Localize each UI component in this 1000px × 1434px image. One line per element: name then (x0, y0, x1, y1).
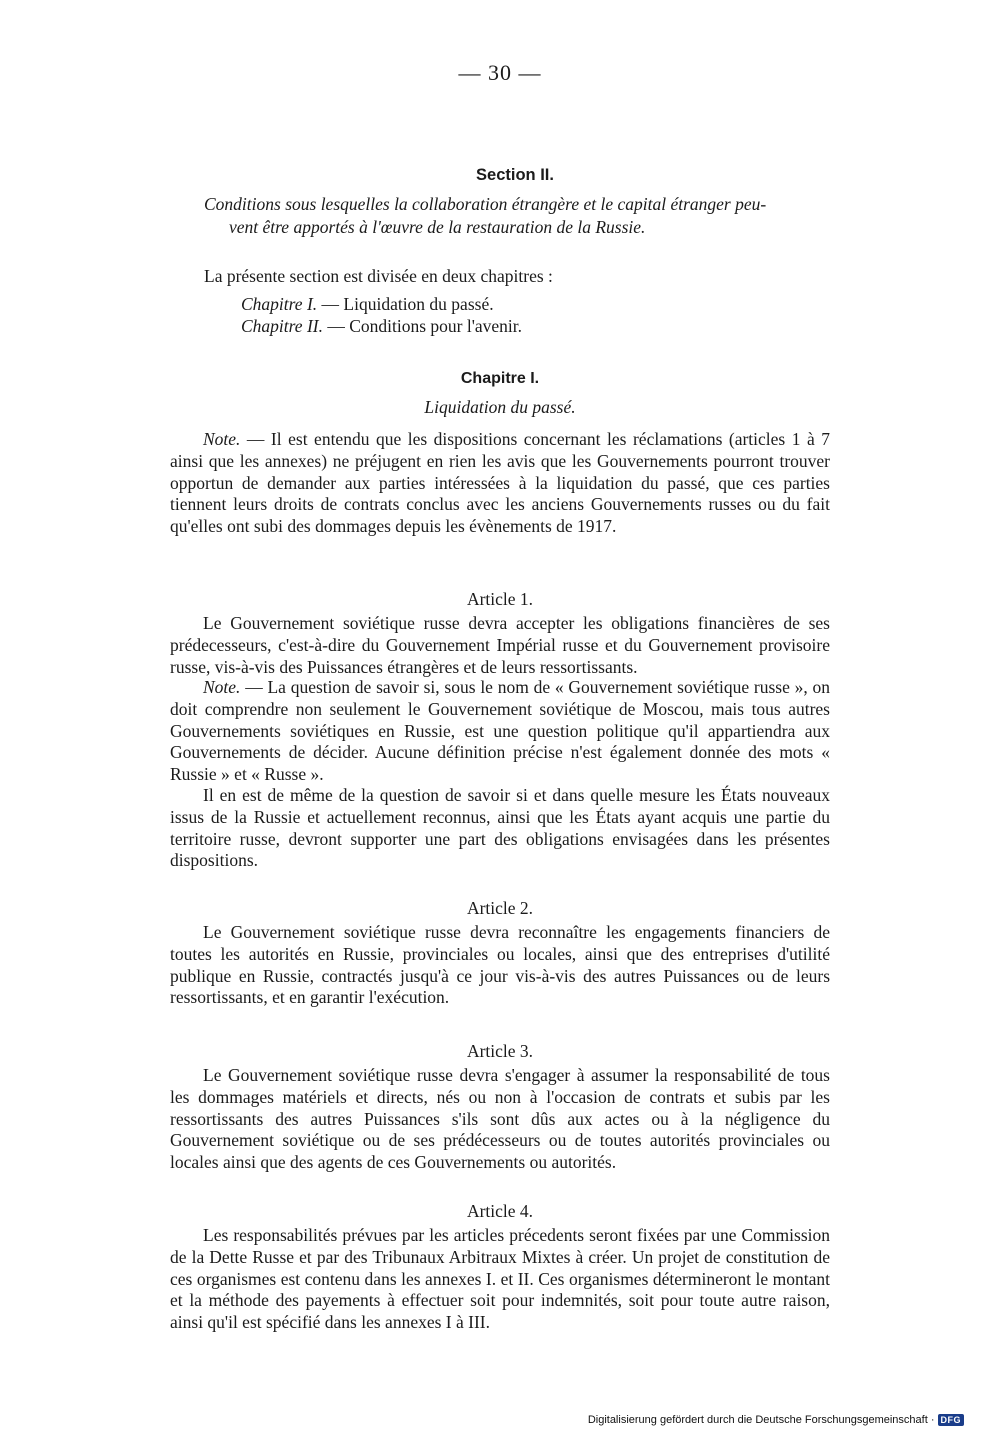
note-text: — La question de savoir si, sous le nom de « Gouvernement soviétique russe », on doit comprendre non seulement le Gouvernement soviétique de Moscou, mais tous autres Gouvernements soviétiques en Russie, est une question politique qu'il appartiendra aux Gouvernements de décider. Aucune définition précise n'est également donnée des mots « Russie » et « Russe ». (170, 677, 830, 785)
section-intro (204, 193, 830, 239)
note-label: Note. (203, 429, 241, 449)
chapter-list-item (241, 316, 841, 338)
chapter-list-label: Chapitre I. (241, 294, 318, 314)
article-1-text: Il en est de même de la question de savoir si et dans quelle mesure les États nouveaux issus de la Russie et actuellement reconnus, ainsi que les États ayant acquis une partie du territoire russe, devront supporter une part des obligations envisagées dans les présentes dispositions. (170, 785, 830, 871)
note-label: Note. (203, 677, 241, 697)
article-1-note (170, 677, 830, 786)
footer (588, 1414, 964, 1426)
article-4-paragraph (170, 1225, 830, 1334)
chapter-list-text: — Liquidation du passé. (317, 294, 494, 314)
article-1-paragraph (170, 785, 830, 872)
article-2-text: Le Gouvernement soviétique russe devra reconnaître les engagements financiers de toutes les autorités en Russie, provinciales ou locales, ainsi que des entreprises d'utilité publique en Russie, contractés jusqu'à ce jour vis-à-vis des autres Puissances ou de leurs ressortissants, et en garantir l'exécution. (170, 922, 830, 1008)
chapter-list-label: Chapitre II. (241, 316, 323, 336)
chapter-list-item (241, 294, 841, 316)
dfg-logo: DFG (938, 1414, 965, 1426)
section-intro-line: Conditions sous lesquelles la collaboration étrangère et le capital étranger peu- (204, 194, 767, 214)
chapter-subtitle: Liquidation du passé. (424, 397, 576, 417)
article-3-heading: Article 3. (466, 1041, 534, 1061)
article-4-text: Les responsabilités prévues par les articles précedents seront fixées par une Commission de la Dette Russe et par des Tribunaux Arbitraux Mixtes à créer. Un projet de constitution de ces organismes est contenu dans les annexes I. et II. Ces organismes détermineront le montant et la méthode des payements à effectuer soit pour indemnités, soit pour toute autre raison, ainsi qu'il est spécifié dans les annexes I à III. (170, 1225, 830, 1333)
article-1-heading: Article 1. (466, 589, 534, 609)
note-text: — Il est entendu que les dispositions concernant les réclamations (articles 1 à 7 ainsi que les annexes) ne préjugent en rien les avis que les Gouvernements pourront trouver opportun de demander aux parties intéressées à la liquidation du passé, que ces parties tiennent leurs droits de contrats conclus avec les anciens Gouvernements russes ou du fait qu'elles ont subi des dommages depuis les évènements de 1917. (170, 429, 830, 537)
article-3-text: Le Gouvernement soviétique russe devra s'engager à assumer la responsabilité de tous les dommages matériels et directs, nés ou non à l'occasion de contrats et subis par les ressortissants des autres Puissances s'ils sont dûs aux actes ou à la négligence du Gouvernement soviétique ou de ses prédécesseurs ou de toutes autorités provinciales ou locales ainsi que des agents de ces Gouvernements ou autorités. (170, 1065, 830, 1173)
article-3-paragraph (170, 1065, 830, 1174)
chapter-list-text: — Conditions pour l'avenir. (322, 316, 523, 336)
footer-text: Digitalisierung gefördert durch die Deutsche Forschungsgemeinschaft · (587, 1414, 935, 1426)
section-title: Section II. (476, 166, 554, 184)
article-1-paragraph (170, 613, 830, 678)
section-intro-line: vent être apportés à l'œuvre de la restauration de la Russie. (229, 217, 646, 237)
article-4-heading: Article 4. (466, 1201, 534, 1221)
page-number: — 30 — (458, 60, 542, 85)
division-lead: La présente section est divisée en deux chapitres : (204, 266, 553, 286)
article-2-paragraph (170, 922, 830, 1009)
article-1-text: Le Gouvernement soviétique russe devra accepter les obligations financières de ses prédecesseurs, c'est-à-dire du Gouvernement Impérial russe et du Gouvernement provisoire russe, vis-à-vis des Puissances étrangères et de leurs ressortissants. (170, 613, 830, 677)
article-2-heading: Article 2. (466, 898, 534, 918)
chapter-note (170, 429, 830, 538)
chapter-heading: Chapitre I. (460, 370, 540, 387)
